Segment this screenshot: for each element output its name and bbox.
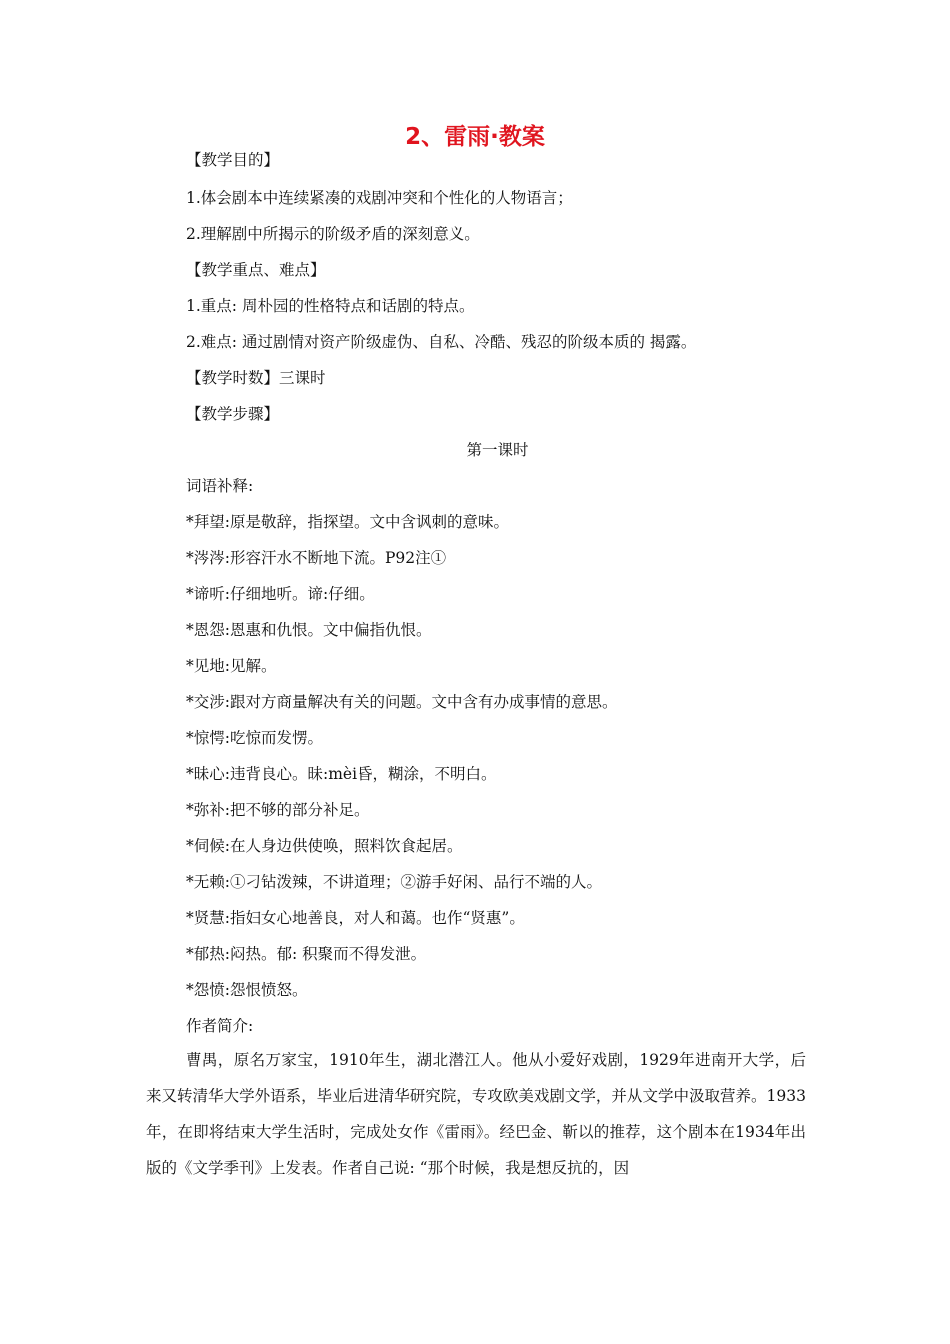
vocab-item: *见地:见解。 bbox=[186, 657, 277, 675]
focus-2: 2.难点: 通过剧情对资产阶级虚伪、自私、冷酷、残忍的阶级本质的 揭露。 bbox=[186, 333, 697, 351]
vocab-item: *交涉:跟对方商量解决有关的问题。文中含有办成事情的意思。 bbox=[186, 693, 618, 711]
vocab-item: *谛听:仔细地听。谛:仔细。 bbox=[186, 585, 375, 603]
vocab-item: *惊愕:吃惊而发愣。 bbox=[186, 729, 323, 747]
hours-line: 【教学时数】三课时 bbox=[186, 369, 326, 387]
vocab-item: *怨愤:怨恨愤怒。 bbox=[186, 981, 308, 999]
focus-1: 1.重点: 周朴园的性格特点和话剧的特点。 bbox=[186, 297, 475, 315]
vocab-item: *涔涔:形容汗水不断地下流。P92注① bbox=[186, 549, 447, 567]
author-heading: 作者简介: bbox=[186, 1017, 254, 1035]
vocab-item: *贤慧:指妇女心地善良，对人和蔼。也作“贤惠”。 bbox=[186, 909, 525, 927]
page-title: 2、雷雨·教案 bbox=[405, 124, 545, 150]
vocab-item: *伺候:在人身边供使唤，照料饮食起居。 bbox=[186, 837, 463, 855]
objectives-heading: 【教学目的】 bbox=[186, 151, 280, 169]
vocab-heading: 词语补释: bbox=[186, 477, 254, 495]
vocab-item: *无赖:①刁钻泼辣，不讲道理；②游手好闲、品行不端的人。 bbox=[186, 873, 602, 891]
vocab-item: *弥补:把不够的部分补足。 bbox=[186, 801, 370, 819]
objective-2: 2.理解剧中所揭示的阶级矛盾的深刻意义。 bbox=[186, 225, 480, 243]
steps-heading: 【教学步骤】 bbox=[186, 405, 280, 423]
objective-1: 1.体会剧本中连续紧凑的戏剧冲突和个性化的人物语言； bbox=[186, 189, 573, 207]
vocab-item: *郁热:闷热。郁: 积聚而不得发泄。 bbox=[186, 945, 427, 963]
focus-heading: 【教学重点、难点】 bbox=[186, 261, 326, 279]
vocab-item: *拜望:原是敬辞，指探望。文中含讽刺的意味。 bbox=[186, 513, 509, 531]
author-paragraph: 曹禺，原名万家宝，1910年生，湖北潜江人。他从小爱好戏剧，1929年进南开大学，后来又转清华大学外语系，毕业后进清华研究院，专攻欧美戏剧文学，并从文学中汲取营养。1933年，在即将结束大学生活时，完成处女作《雷雨》。经巴金、靳以的推荐，这个剧本在1934年出版的《文学季刊》上发表。作者自己说: “那个时候，我是想反抗的，因 bbox=[146, 1051, 806, 1177]
vocab-item: *恩怨:恩惠和仇恨。文中偏指仇恨。 bbox=[186, 621, 432, 639]
vocab-item: *昧心:违背良心。昧:mèi昏，糊涂，不明白。 bbox=[186, 765, 497, 783]
lesson-1-heading: 第一课时 bbox=[466, 441, 529, 459]
